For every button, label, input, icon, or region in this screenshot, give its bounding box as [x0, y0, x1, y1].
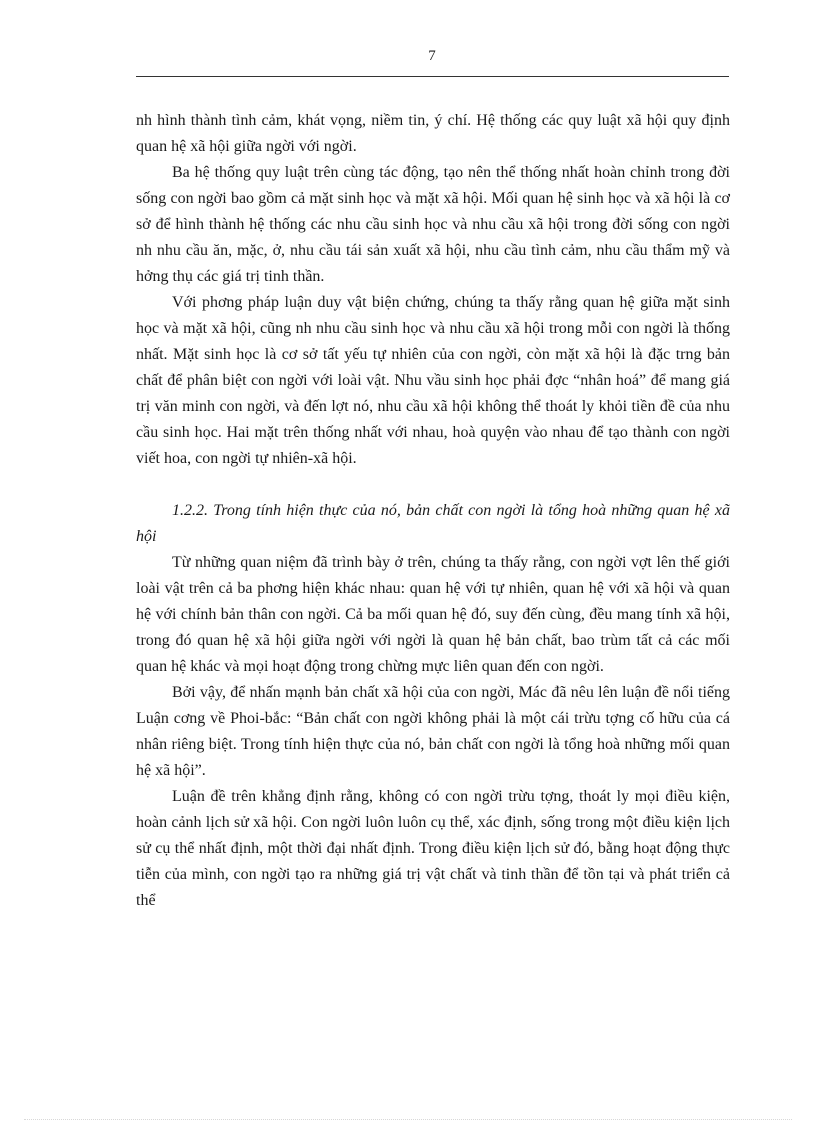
paragraph-continuation: nh hình thành tình cảm, khát vọng, niềm tin, ý chí. Hệ thống các quy luật xã hội quy định quan hệ xã hội giữa ngời với ngời. [136, 112, 730, 155]
paragraph: Luận đề trên khẳng định rằng, không có con ngời trừu tợng, thoát ly mọi điều kiện, hoàn cảnh lịch sử xã hội. Con ngời luôn luôn cụ thể, xác định, sống trong một điều kiện lịch sử cụ thể nhất định, một thời đại nhất định. Trong điều kiện lịch sử đó, bằng hoạt động thực tiễn của mình, con ngời tạo ra những giá trị vật chất và tinh thần để tồn tại và phát triển cả thể [136, 788, 730, 909]
section-heading: 1.2.2. Trong tính hiện thực của nó, bản chất con ngời là tổng hoà những quan hệ xã hội [136, 502, 730, 545]
page-number: 7 [428, 48, 436, 64]
paragraph: Ba hệ thống quy luật trên cùng tác động, tạo nên thể thống nhất hoàn chỉnh trong đời sống con ngời bao gồm cả mặt sinh học và mặt xã hội. Mối quan hệ sinh học và xã hội là cơ sở để hình thành hệ thống các nhu cầu sinh học và nhu cầu xã hội trong đời sống con ngời nh nhu cầu ăn, mặc, ở, nhu cầu tái sản xuất xã hội, nhu cầu tình cảm, nhu cầu thẩm mỹ và hởng thụ các giá trị tinh thần. [136, 164, 730, 285]
paragraph: Với phơng pháp luận duy vật biện chứng, chúng ta thấy rằng quan hệ giữa mặt sinh học và mặt xã hội, cũng nh nhu cầu sinh học và nhu cầu xã hội trong mỗi con ngời là thống nhất. Mặt sinh học là cơ sở tất yếu tự nhiên của con ngời, còn mặt xã hội là đặc trng bản chất để phân biệt con ngời với loài vật. Nhu vầu sinh học phải đợc “nhân hoá” để mang giá trị văn minh con ngời, và đến lợt nó, nhu cầu xã hội không thể thoát ly khỏi tiền đề của nhu cầu sinh học. Hai mặt trên thống nhất với nhau, hoà quyện vào nhau để tạo thành con ngời viết hoa, con ngời tự nhiên-xã hội. [136, 294, 730, 467]
paragraph: Bởi vậy, để nhấn mạnh bản chất xã hội của con ngời, Mác đã nêu lên luận đề nổi tiếng Luận cơng về Phoi-bắc: “Bản chất con ngời không phải là một cái trừu tợng cố hữu của cá nhân riêng biệt. Trong tính hiện thực của nó, bản chất con ngời là tổng hoà những mối quan hệ xã hội”. [136, 684, 730, 779]
header-rule [136, 76, 729, 77]
footer-divider [24, 1119, 792, 1120]
paragraph: Từ những quan niệm đã trình bày ở trên, chúng ta thấy rằng, con ngời vợt lên thế giới loài vật trên cả ba phơng hiện khác nhau: quan hệ với tự nhiên, quan hệ với xã hội và quan hệ với chính bản thân con ngời. Cả ba mối quan hệ đó, suy đến cùng, đều mang tính xã hội, trong đó quan hệ xã hội giữa ngời với ngời là quan hệ bản chất, bao trùm tất cả các mối quan hệ khác và mọi hoạt động trong chừng mực liên quan đến con ngời. [136, 554, 730, 675]
body-text [136, 108, 730, 914]
